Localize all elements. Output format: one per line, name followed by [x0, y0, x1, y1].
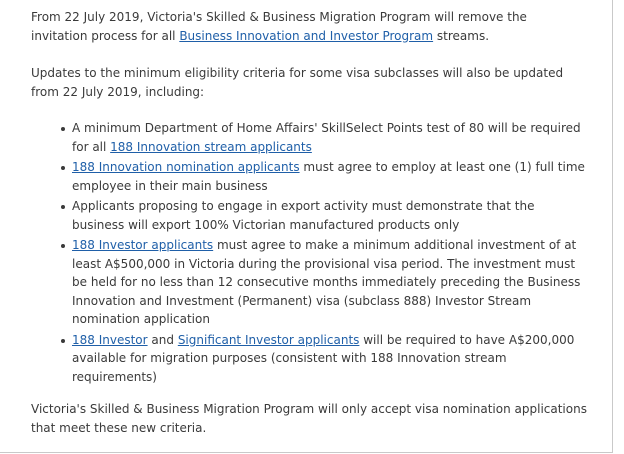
- list-item: [72, 158, 587, 195]
- bullet-icon: [61, 339, 65, 343]
- innovation-stream-applicants-link[interactable]: 188 Innovation stream applicants: [110, 139, 312, 154]
- intro-text-before: From 22 July 2019, Victoria's Skilled & Business Migration Program will remove the invitation process for all: [31, 10, 527, 43]
- bullet-icon: [61, 127, 65, 131]
- criteria-list: [31, 119, 587, 386]
- bullet-icon: [61, 166, 65, 170]
- list-item-text: Applicants proposing to engage in export activity must demonstrate that the business will export 100% Victorian manufactured products only: [72, 199, 535, 232]
- list-item-text: A minimum Department of Home Affairs' SkillSelect Points test of 80 will be required for all: [72, 121, 581, 154]
- list-item: [72, 119, 587, 156]
- list-item-text: and: [147, 332, 178, 347]
- investor-applicants-link[interactable]: 188 Investor applicants: [72, 238, 214, 252]
- bullet-icon: [61, 205, 65, 209]
- list-item: [72, 331, 587, 387]
- list-item: [72, 236, 587, 329]
- list-item-text: must agree to employ at least one (1) full time employee in their main business: [72, 160, 585, 193]
- intro-text-after: streams.: [433, 28, 490, 43]
- list-item-text: must agree to make a minimum additional investment of at least A$500,000 in Victoria during the provisional visa period. The investment must be held for no less than 12 consecutive months immediately preceding the Business Innovation and Investment (Permanent) visa (subclass 888) Investor Stream nomination application: [72, 238, 581, 326]
- updates-paragraph: Updates to the minimum eligibility criteria for some visa subclasses will also be updated from 22 July 2019, including:: [31, 66, 564, 99]
- significant-investor-applicants-link[interactable]: Significant Investor applicants: [177, 332, 360, 347]
- intro-paragraph: [31, 8, 587, 45]
- list-item: [72, 197, 587, 234]
- list-item-text: will be required to have A$200,000 available for migration purposes (consistent with 188 Innovation stream requirements): [72, 332, 575, 384]
- closing-paragraph: Victoria's Skilled & Business Migration Program will only accept visa nomination applications that meet these new criteria.: [31, 402, 587, 435]
- investor-link[interactable]: 188 Investor: [72, 332, 148, 347]
- business-innovation-investor-program-link[interactable]: Business Innovation and Investor Program: [179, 28, 434, 43]
- innovation-nomination-applicants-link[interactable]: 188 Innovation nomination applicants: [72, 160, 300, 174]
- article-content: [31, 8, 587, 437]
- bullet-icon: [61, 244, 65, 248]
